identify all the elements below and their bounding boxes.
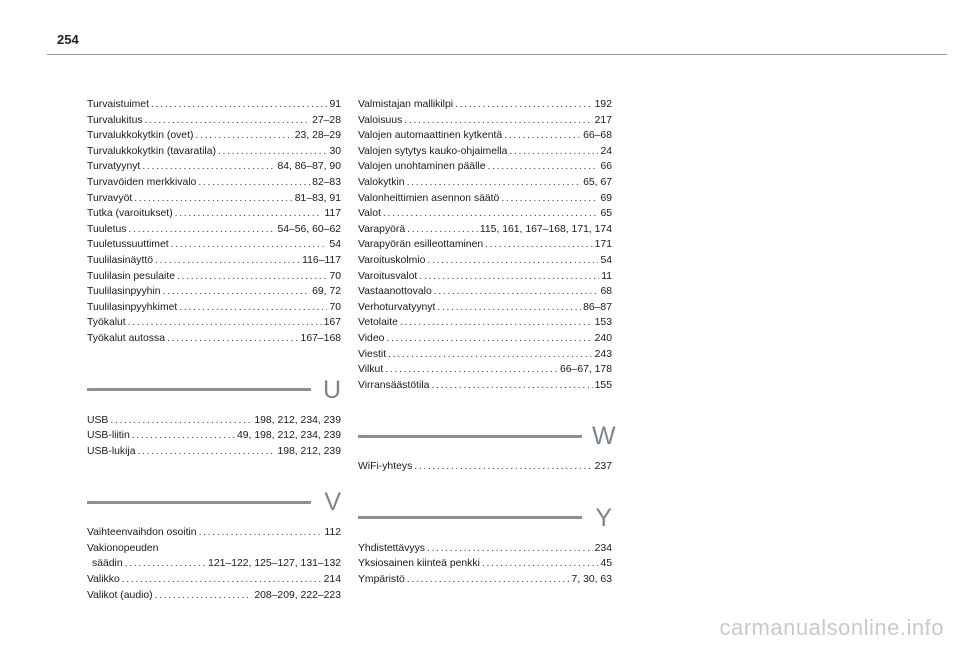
dot-leader [482,556,599,572]
index-term: Työkalut [87,317,126,329]
index-pages: 7, 30, 63 [571,574,612,586]
index-term: Varapyörä [358,223,406,235]
index-pages: 84, 86–87, 90 [277,161,341,173]
index-entry[interactable] [87,222,341,238]
index-entry[interactable] [87,97,341,113]
index-term: Yksiosainen kiinteä penkki [358,558,480,570]
watermark: carmanualsonline.info [719,615,944,640]
index-pages: 116–117 [302,254,341,266]
index-entry[interactable] [358,175,612,191]
index-entry[interactable] [358,556,612,572]
index-entry[interactable] [87,300,341,316]
index-pages: 24 [600,145,612,157]
index-term: Tuuletus [87,223,127,235]
index-term: Valonheittimien asennon säätö [358,192,500,204]
index-entry[interactable] [358,362,612,378]
index-entry[interactable] [87,428,341,444]
index-pages: 82–83 [312,176,341,188]
index-entry[interactable] [358,253,612,269]
index-term: Verhoturvatyynyt [358,301,436,313]
index-entry[interactable] [358,572,612,588]
dot-leader [155,253,300,269]
index-pages: 86–87 [583,301,612,313]
index-term: Valokytkin [358,176,405,188]
index-pages: 65 [600,208,612,220]
dot-leader [407,175,582,191]
index-pages: 112 [324,527,341,539]
dot-leader [198,175,310,191]
index-term: Turvaistuimet [87,99,149,110]
index-term: Tuulilasinpyyhkimet [87,301,178,313]
index-pages: 243 [594,348,612,360]
index-entry[interactable] [358,347,612,363]
header-rule [47,54,947,55]
index-term: Varapyörän esilleottaminen [358,239,484,251]
index-term: USB-liitin [87,430,130,442]
index-pages: 70 [329,301,341,313]
dot-leader [167,331,299,347]
index-pages: 65, 67 [583,176,612,188]
index-pages: 68 [600,286,612,298]
index-term: Turvalukkokytkin (ovet) [87,130,194,142]
index-pages: 117 [324,208,341,220]
dot-leader [177,269,327,285]
index-entry[interactable] [87,331,341,347]
index-pages: 155 [594,379,612,391]
index-term: Varoitusvalot [358,270,418,282]
index-term: USB [87,414,109,426]
index-entry[interactable] [87,144,341,160]
index-pages: 54 [600,254,612,266]
index-entry[interactable] [358,331,612,347]
index-entry[interactable] [87,128,341,144]
index-pages: 11 [601,270,612,282]
index-entry[interactable] [87,284,341,300]
index-pages: 30 [329,145,341,157]
index-term: Virransäästötila [358,379,430,391]
index-pages: 192 [594,99,612,110]
index-term: Video [358,332,385,344]
dot-leader [437,300,581,316]
dot-leader [407,222,478,238]
index-entry[interactable] [87,413,341,429]
index-entry [87,541,341,557]
index-pages: 153 [594,317,612,329]
index-entry[interactable] [358,237,612,253]
dot-leader [404,113,592,129]
index-pages: 23, 28–29 [294,130,341,142]
index-entry[interactable] [87,237,341,253]
dot-leader [128,315,322,331]
dot-leader [128,222,275,238]
index-term: Vetolaite [358,317,398,329]
index-pages: 217 [594,114,612,126]
index-term: Turvalukkokytkin (tavaratila) [87,145,216,157]
index-term: Tuulilasinäyttö [87,254,154,266]
section-header-v [87,487,341,517]
index-entry[interactable] [87,175,341,191]
index-entry[interactable] [87,159,341,175]
section-header-u [87,375,341,405]
index-entry[interactable] [358,541,612,557]
index-group-v-right [358,97,612,393]
index-term: Tuulilasin pesulaite [87,270,175,282]
index-entry[interactable] [358,459,612,475]
section-divider [358,516,582,519]
dot-leader [427,253,598,269]
index-term: WiFi-yhteys [358,461,413,473]
index-entry[interactable] [358,378,612,394]
index-pages: 208–209, 222–223 [254,589,341,601]
index-entry[interactable] [358,159,612,175]
index-term: Turvavöiden merkkivalo [87,176,197,188]
index-entry[interactable] [358,284,612,300]
index-term: Vastaanottovalo [358,286,432,298]
index-pages: 70 [329,270,341,282]
index-pages: 69, 72 [312,286,341,298]
index-term: Valot [358,208,381,220]
index-pages: 171 [594,239,612,251]
index-term: Vakionopeuden [87,542,159,554]
dot-leader [171,237,328,253]
index-group-w [358,459,612,475]
index-entry[interactable] [358,206,612,222]
index-entry[interactable] [87,253,341,269]
section-letter-v: V [324,488,341,517]
index-group-u [87,413,341,460]
dot-leader [504,128,581,144]
dot-leader [195,128,292,144]
index-entry[interactable] [358,315,612,331]
index-term: Yhdistettävyys [358,542,425,554]
index-pages: 240 [594,332,612,344]
index-term: Valojen automaattinen kytkentä [358,130,503,142]
index-pages: 91 [329,99,341,110]
dot-leader [501,191,598,207]
index-group-v-left-rest [87,572,341,603]
index-term: Ympäristö [358,574,405,586]
index-term: Valikot (audio) [87,589,153,601]
index-pages: 198, 212, 234, 239 [254,414,341,426]
section-header-y [358,503,612,533]
dot-leader [132,428,235,444]
index-pages: 234 [594,542,612,554]
index-term: Varoituskolmio [358,254,426,266]
index-entry[interactable] [87,588,341,604]
index-subentry[interactable] [87,556,341,572]
index-term: Tuulilasinpyyhin [87,286,161,298]
index-entry[interactable] [87,269,341,285]
index-entry[interactable] [358,128,612,144]
index-entry[interactable] [358,191,612,207]
section-divider [358,435,582,438]
index-column-left [87,97,341,603]
index-entry[interactable] [87,525,341,541]
index-pages: 214 [323,574,341,586]
dot-leader [145,113,310,129]
dot-leader [155,588,253,604]
index-term: USB-lukija [87,445,136,457]
index-term: Vaihteenvaihdon osoitin [87,527,197,539]
index-pages: 69 [600,192,612,204]
dot-leader [434,284,599,300]
index-entry[interactable] [87,572,341,588]
index-pages: 237 [594,461,612,473]
dot-leader [388,347,593,363]
dot-leader [419,269,599,285]
dot-leader [407,572,570,588]
index-term: Työkalut autossa [87,332,165,344]
index-pages: 115, 161, 167–168, 171, 174 [479,223,612,235]
dot-leader [151,97,327,113]
index-term: Valojen sytytys kauko-ohjaimella [358,145,508,157]
index-group-t [87,97,341,347]
index-term: Tuuletussuuttimet [87,239,169,251]
index-pages: 54–56, 60–62 [277,223,341,235]
dot-leader [125,556,206,572]
index-entry[interactable] [87,113,341,129]
index-entry[interactable] [358,97,612,113]
index-pages: 66–68 [583,130,612,142]
dot-leader [431,378,592,394]
dot-leader [385,362,558,378]
index-term: Vilkut [358,364,384,376]
section-divider [87,388,311,391]
index-pages: 198, 212, 239 [277,445,341,457]
page-number: 254 [57,32,79,47]
dot-leader [485,237,593,253]
index-term: Tutka (varoitukset) [87,208,173,220]
index-entry[interactable] [358,144,612,160]
dot-leader [427,541,593,557]
index-entry[interactable] [87,315,341,331]
dot-leader [122,572,322,588]
dot-leader [199,525,323,541]
index-entry[interactable] [87,206,341,222]
index-column-right [358,97,616,588]
index-term: Valoisuus [358,114,403,126]
dot-leader [386,331,592,347]
index-group-v-left [87,525,341,572]
index-entry[interactable] [87,191,341,207]
index-term: Turvavyöt [87,192,133,204]
dot-leader [414,459,592,475]
index-entry[interactable] [358,269,612,285]
index-pages: 81–83, 91 [294,192,341,204]
index-group-y [358,541,612,588]
index-entry[interactable] [358,300,612,316]
index-pages: 66–67, 178 [559,364,612,376]
section-header-w [358,421,616,451]
dot-leader [138,444,276,460]
dot-leader [134,191,293,207]
index-entry[interactable] [87,444,341,460]
index-pages: 27–28 [312,114,341,126]
index-entry[interactable] [358,113,612,129]
section-divider [87,501,311,504]
dot-leader [487,159,598,175]
dot-leader [383,206,599,222]
dot-leader [175,206,323,222]
dot-leader [509,144,598,160]
dot-leader [400,315,593,331]
index-term: Valojen unohtaminen päälle [358,161,486,173]
index-pages: 121–122, 125–127, 131–132 [208,558,341,570]
dot-leader [163,284,311,300]
index-term: Viestit [358,348,387,360]
index-term: Turvatyynyt [87,161,141,173]
index-term: säädin [92,558,123,570]
dot-leader [142,159,275,175]
index-pages: 66 [600,161,612,173]
index-entry[interactable] [358,222,612,238]
index-pages: 167 [323,317,341,329]
index-pages: 167–168 [300,332,341,344]
section-letter-w: W [592,422,616,451]
dot-leader [179,300,327,316]
section-letter-u: U [322,375,341,404]
index-term: Valikko [87,574,120,586]
dot-leader [455,97,593,113]
dot-leader [218,144,327,160]
dot-leader [110,413,252,429]
index-term: Turvalukitus [87,114,143,126]
section-letter-y: Y [595,503,612,532]
index-pages: 54 [329,239,341,251]
index-pages: 49, 198, 212, 234, 239 [237,430,341,442]
index-pages: 45 [600,558,612,570]
index-term: Valmistajan mallikilpi [358,99,454,110]
